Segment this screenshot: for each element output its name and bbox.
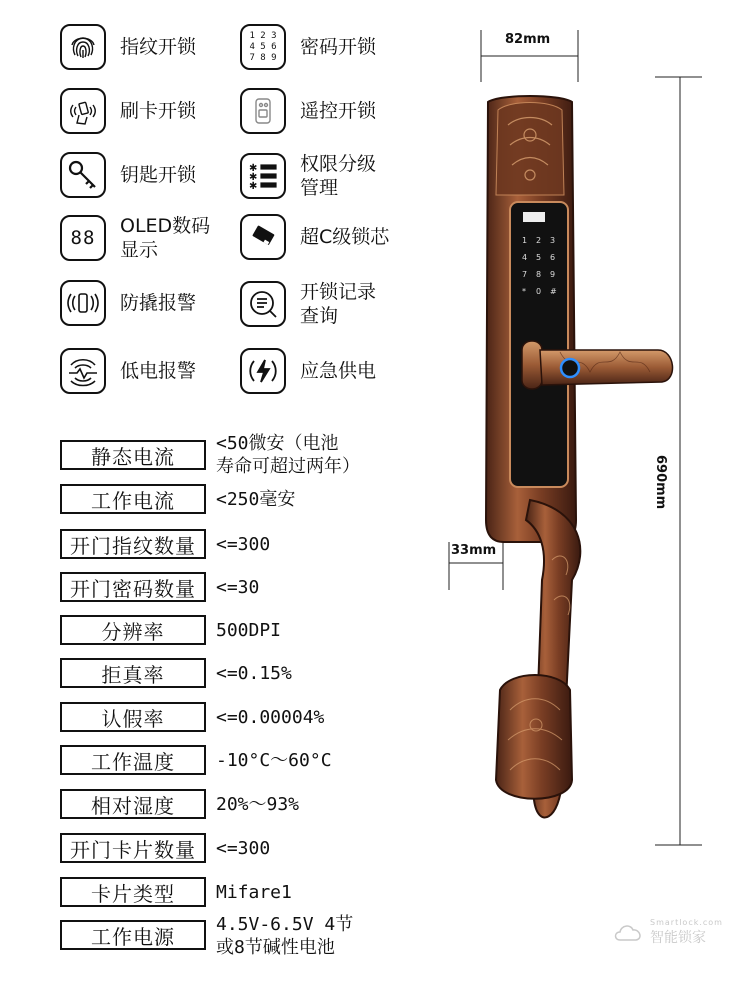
feature-label: 密码开锁 <box>300 36 377 58</box>
svg-text:0: 0 <box>536 287 542 296</box>
spec-value: 4.5V-6.5V 4节 或8节碱性电池 <box>216 914 354 958</box>
spec-value: <250毫安 <box>216 489 296 510</box>
door-lock-image <box>430 80 680 840</box>
feature-label: 钥匙开锁 <box>120 164 197 186</box>
spec-label: 相对湿度 <box>60 789 206 819</box>
svg-text:9: 9 <box>550 270 556 279</box>
spec-value: <=30 <box>216 577 260 598</box>
watermark-text: 智能锁家 <box>650 930 706 946</box>
lower-escutcheon <box>496 675 572 799</box>
keypad-digits: 1 2 3 4 5 6 7 8 9 <box>249 30 277 63</box>
oled-digits: 88 <box>70 227 96 249</box>
width-dimension-label: 82mm <box>505 32 551 47</box>
spec-value: <=300 <box>216 838 271 859</box>
svg-text:*: * <box>522 287 526 296</box>
spec-label: 分辨率 <box>60 615 206 645</box>
fingerprint-sensor <box>561 359 579 377</box>
spec-label: 工作电流 <box>60 484 206 514</box>
svg-text:2: 2 <box>536 236 542 245</box>
spec-value: -10°C～60°C <box>216 750 332 771</box>
feature-label: 权限分级 管理 <box>300 153 377 199</box>
feature-label: 遥控开锁 <box>300 100 377 122</box>
depth-dimension-label: 33mm <box>451 543 497 558</box>
cloud-logo-icon <box>612 920 646 944</box>
card-reader-window <box>523 212 545 222</box>
feature-label: 低电报警 <box>120 360 197 382</box>
spec-label: 开门密码数量 <box>60 572 206 602</box>
svg-text:6: 6 <box>550 253 556 262</box>
feature-label: 防撬报警 <box>120 292 197 314</box>
feature-label: 超C级锁芯 <box>300 226 390 248</box>
svg-text:✱: ✱ <box>249 172 258 183</box>
feature-label: 指纹开锁 <box>120 36 197 58</box>
svg-text:✱: ✱ <box>249 181 258 192</box>
feature-label: OLED数码 显示 <box>120 215 211 261</box>
spec-value: Mifare1 <box>216 882 292 903</box>
svg-text:✱: ✱ <box>249 163 258 174</box>
watermark-small-text: Smartlock.com <box>650 918 723 927</box>
svg-text:5: 5 <box>536 253 542 262</box>
feature-label: 刷卡开锁 <box>120 100 197 122</box>
svg-text:1: 1 <box>522 236 528 245</box>
spec-value: <=0.00004% <box>216 707 325 728</box>
feature-label: 应急供电 <box>300 360 377 382</box>
svg-text:7: 7 <box>522 270 528 279</box>
spec-label: 开门指纹数量 <box>60 529 206 559</box>
spec-value: <=0.15% <box>216 663 292 684</box>
spec-label: 卡片类型 <box>60 877 206 907</box>
spec-label: 静态电流 <box>60 440 206 470</box>
spec-label: 工作温度 <box>60 745 206 775</box>
spec-label: 认假率 <box>60 702 206 732</box>
spec-label: 拒真率 <box>60 658 206 688</box>
svg-text:8: 8 <box>536 270 542 279</box>
spec-value: 500DPI <box>216 620 282 641</box>
feature-label: 开锁记录 查询 <box>300 281 377 327</box>
spec-value: <50微安（电池 寿命可超过两年） <box>216 433 360 477</box>
svg-text:#: # <box>550 287 557 296</box>
spec-value: 20%～93% <box>216 794 300 815</box>
height-dimension-label: 690mm <box>653 455 668 510</box>
spec-label: 工作电源 <box>60 920 206 950</box>
watermark <box>612 918 723 946</box>
spec-label: 开门卡片数量 <box>60 833 206 863</box>
spec-value: <=300 <box>216 534 271 555</box>
svg-text:4: 4 <box>522 253 528 262</box>
svg-text:3: 3 <box>550 236 556 245</box>
